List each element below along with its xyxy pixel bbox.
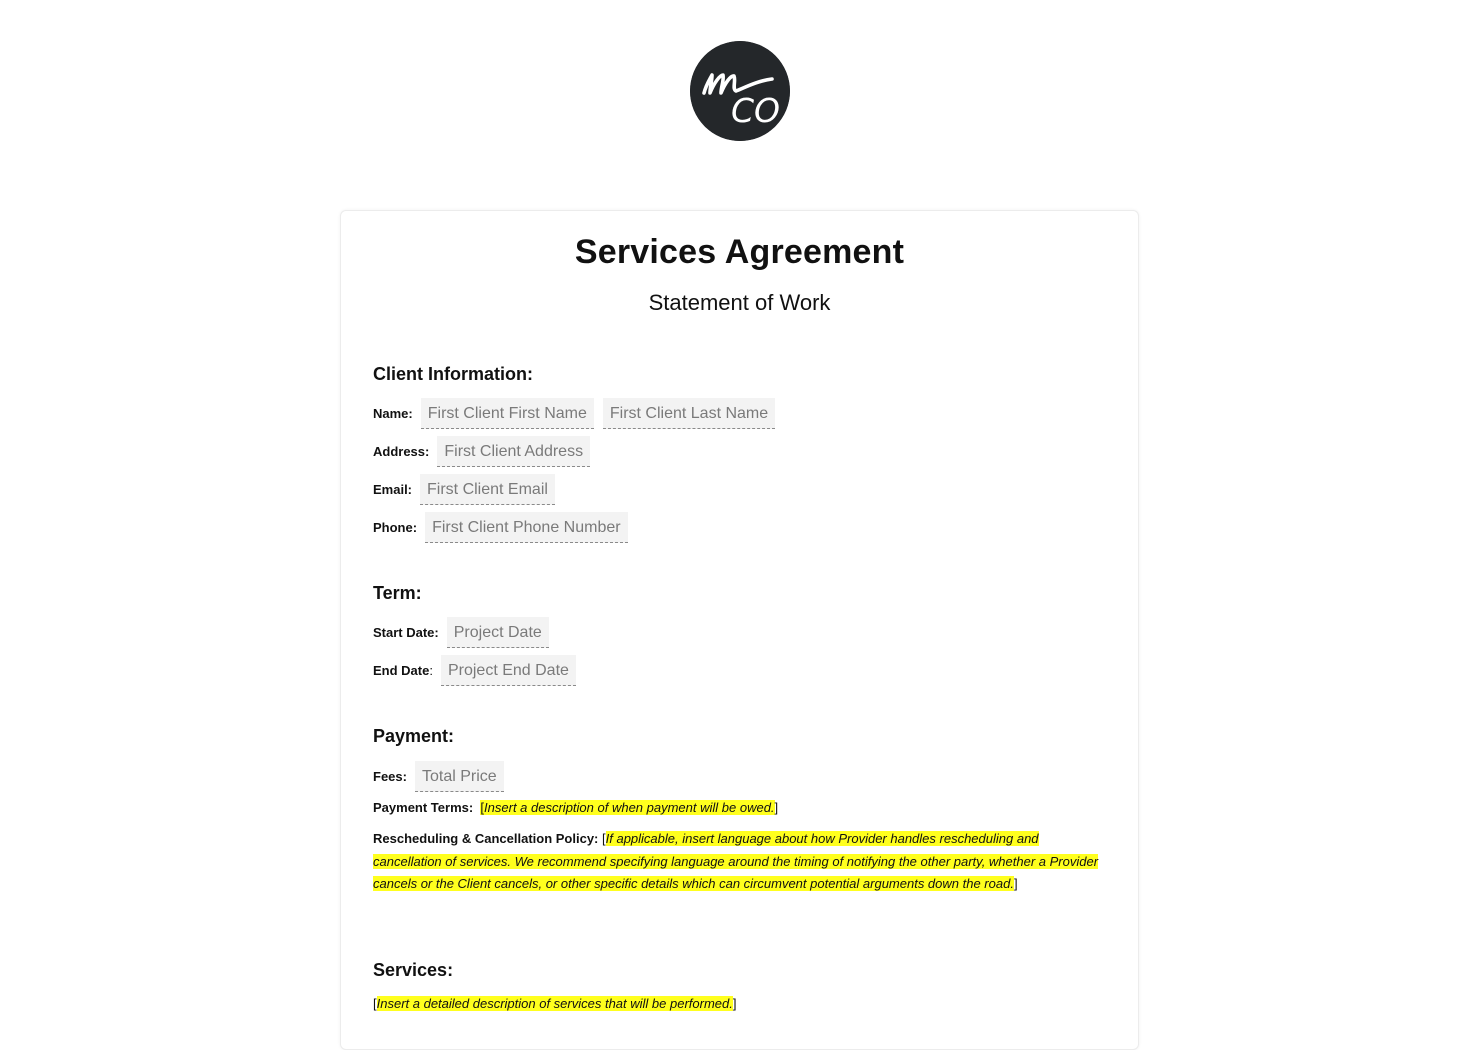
address-label: Address: — [373, 443, 430, 459]
services-text: Insert a detailed description of services that will be performed. — [376, 996, 733, 1011]
email-row — [373, 473, 564, 505]
fees-field[interactable]: Total Price — [415, 761, 504, 792]
start-date-label: Start Date: — [373, 624, 439, 640]
cancellation-policy-label: Rescheduling & Cancellation Policy: — [373, 831, 599, 846]
name-label: Name: — [373, 405, 413, 421]
email-label: Email: — [373, 481, 413, 497]
payment-terms-text: [Insert a description of when payment will be owed. — [480, 800, 775, 815]
document-title: Services Agreement — [574, 233, 905, 271]
email-field[interactable]: First Client Email — [420, 474, 555, 505]
term-heading: Term: — [373, 583, 422, 603]
phone-field[interactable]: First Client Phone Number — [425, 512, 628, 543]
company-logo — [690, 41, 790, 141]
cancellation-policy: Rescheduling & Cancellation Policy: [If applicable, insert language about how Provider handles rescheduling and cancellation of services. We recommend specifying language around the timing of notifying the other party, whether a Provider cancels or the Client cancels, or other specific details which can circumvent potential arguments down the road.] — [373, 831, 1099, 891]
mco-logo-icon — [690, 41, 790, 141]
end-date-label-colon: : — [429, 662, 433, 678]
agreement-document — [340, 210, 1139, 1050]
name-row — [373, 397, 784, 429]
payment-terms: Payment Terms: [Insert a description of when payment will be owed.] — [373, 800, 779, 815]
fees-label: Fees: — [373, 768, 407, 784]
end-date-label — [373, 663, 433, 678]
start-date-field[interactable]: Project Date — [447, 617, 549, 648]
end-date-field[interactable]: Project End Date — [441, 655, 576, 686]
phone-row — [373, 511, 637, 543]
start-date-row — [373, 616, 558, 648]
end-date-label-text: End Date — [373, 662, 430, 678]
end-date-row — [373, 654, 585, 686]
address-field[interactable]: First Client Address — [437, 436, 590, 467]
cancellation-policy-text: If applicable, insert language about how Provider handles rescheduling and cancellation of services. We recommend specifying language around the timing of notifying the other party, whether a Provider cancels or the Client cancels, or other specific details which can circumvent potential arguments down the road. — [373, 831, 1099, 891]
payment-heading: Payment: — [373, 726, 455, 746]
services-description: [Insert a detailed description of services that will be performed.] — [373, 996, 737, 1011]
fees-row — [373, 760, 513, 792]
payment-terms-label: Payment Terms: — [373, 800, 474, 815]
services-heading: Services: — [373, 960, 454, 980]
document-subtitle: Statement of Work — [648, 290, 831, 315]
last-name-field[interactable]: First Client Last Name — [603, 398, 775, 429]
logo-text: CO — [731, 91, 781, 130]
first-name-field[interactable]: First Client First Name — [421, 398, 594, 429]
client-info-heading: Client Information: — [373, 364, 533, 384]
address-row — [373, 435, 599, 467]
phone-label: Phone: — [373, 519, 418, 535]
